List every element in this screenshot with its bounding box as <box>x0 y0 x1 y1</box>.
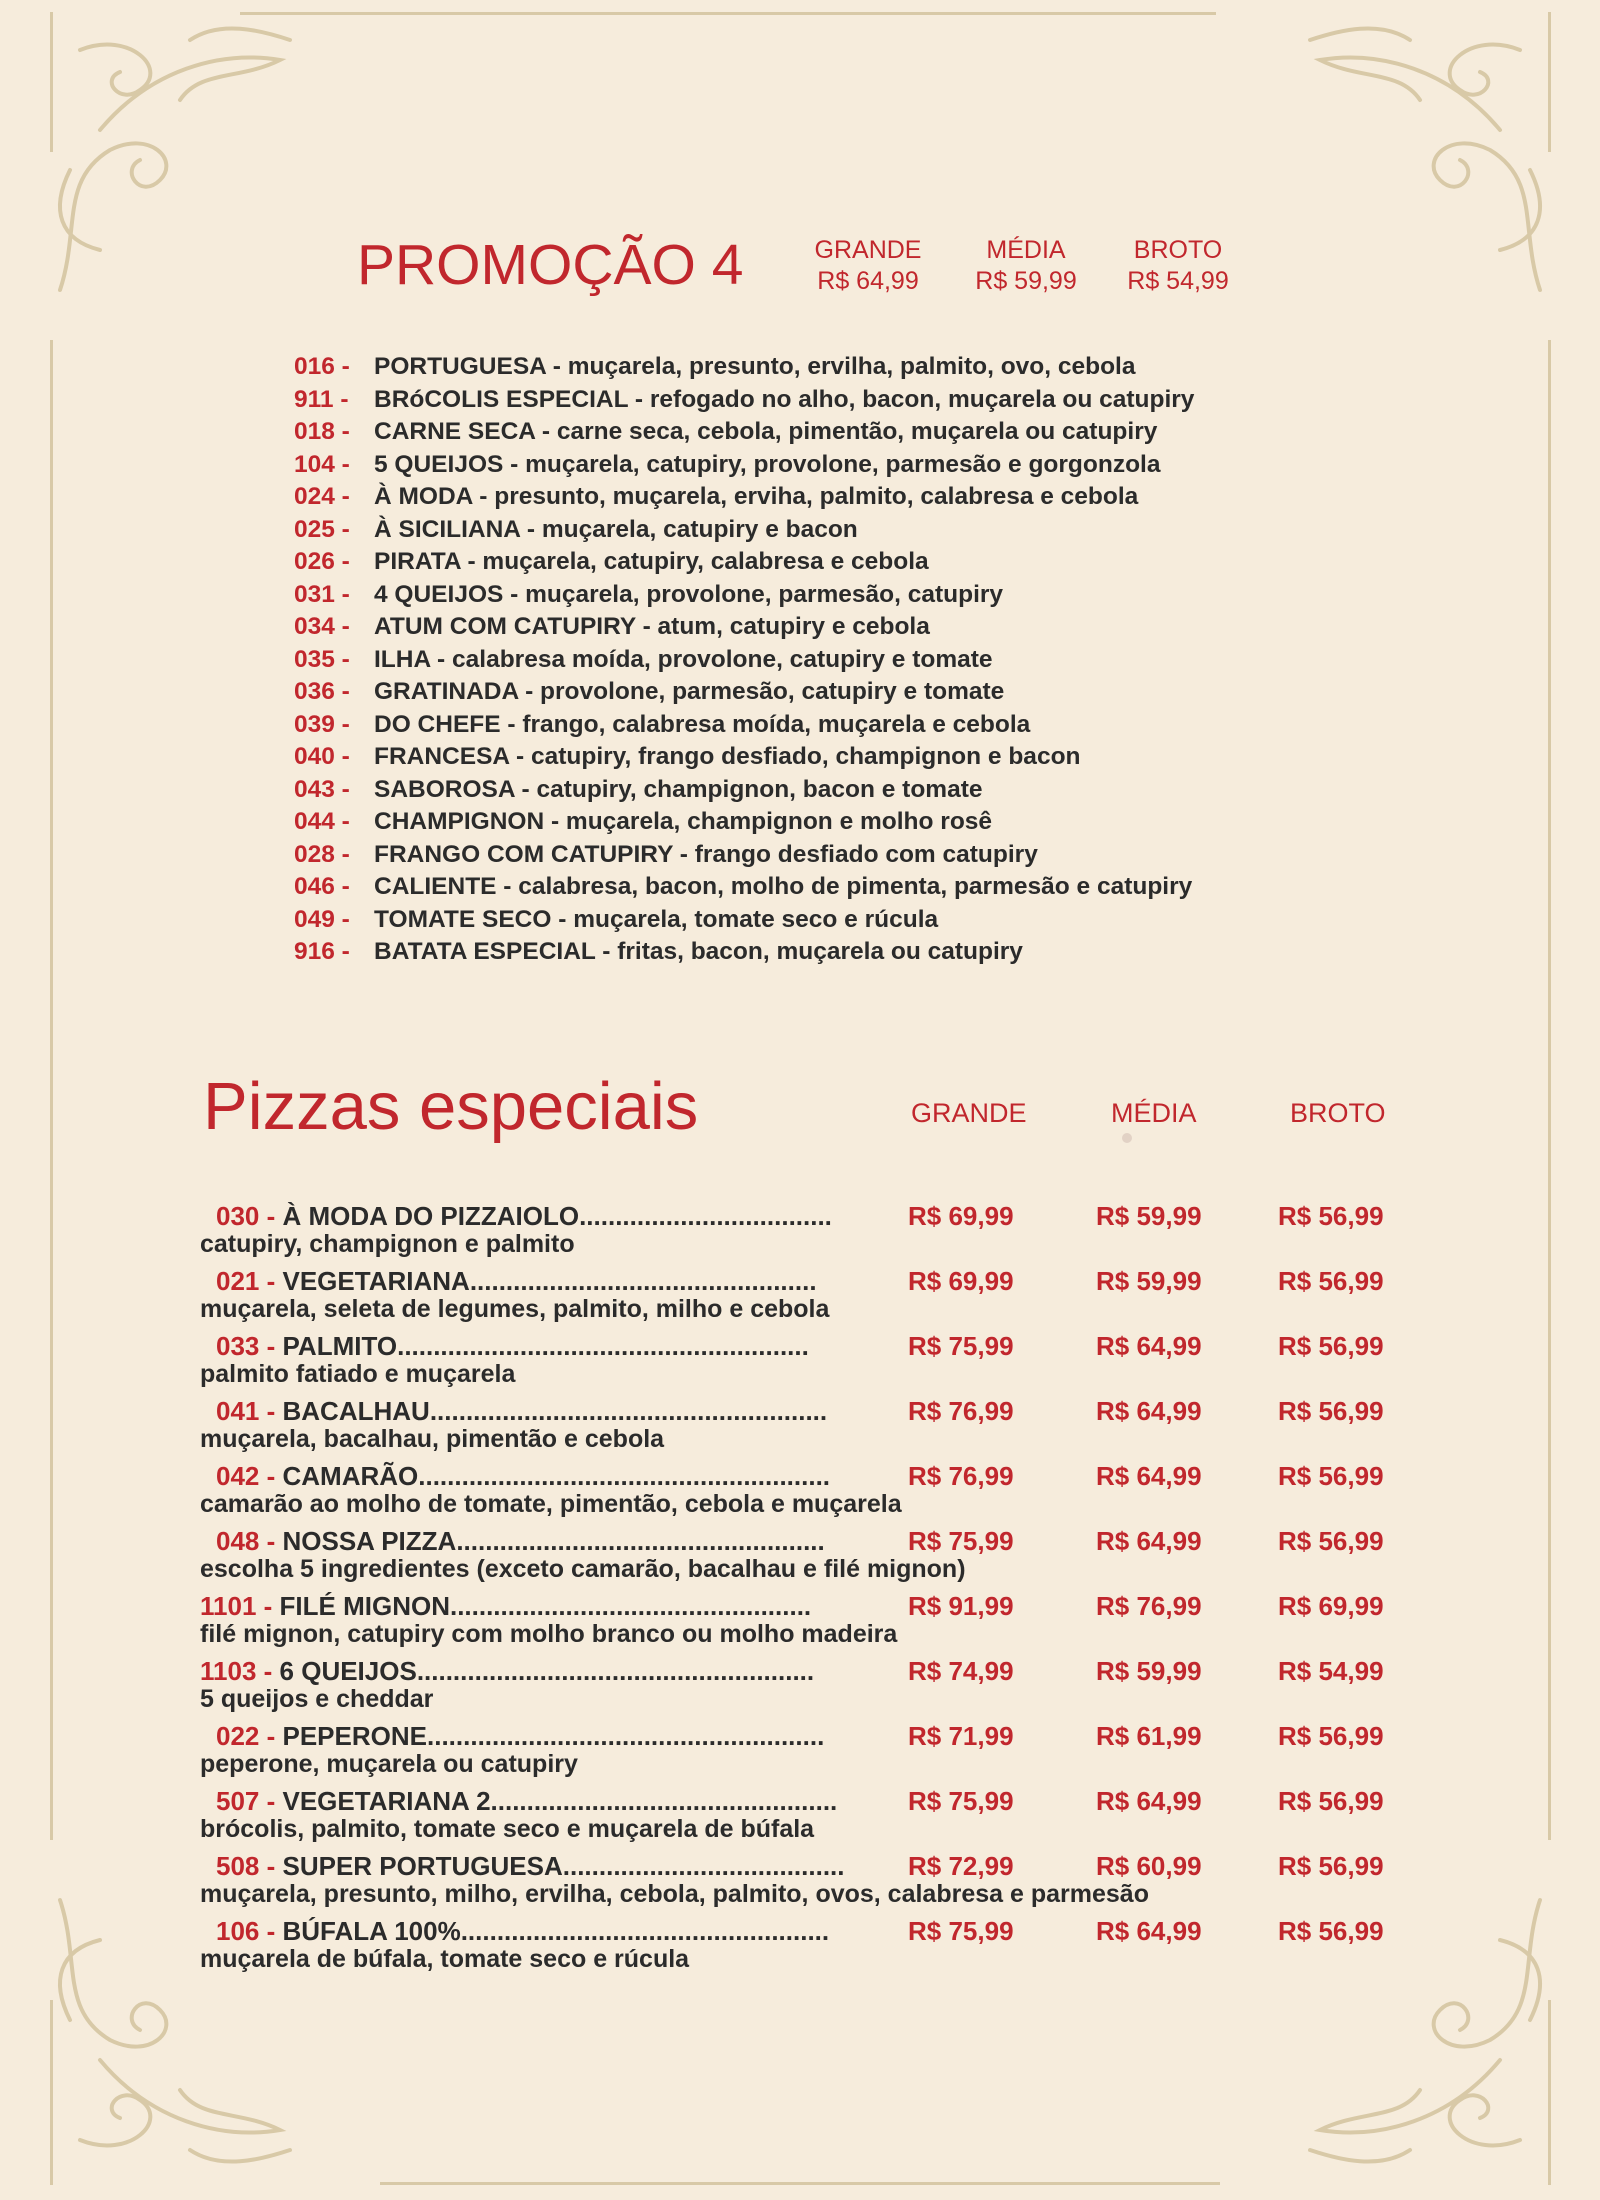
promo-item-name: CARNE SECA <box>374 418 536 445</box>
price-media: R$ 64,99 <box>1096 1396 1202 1426</box>
menu-item-code: 042 - <box>216 1461 276 1491</box>
price-media: R$ 60,99 <box>1096 1851 1202 1881</box>
price-broto: R$ 56,99 <box>1278 1916 1384 1946</box>
price-media: R$ 59,99 <box>1096 1201 1202 1231</box>
menu-item-title <box>216 1460 830 1492</box>
menu-item-name: 6 QUEIJOS <box>279 1656 417 1686</box>
menu-item-title <box>216 1720 824 1752</box>
promo-header <box>0 225 1600 305</box>
price-media: R$ 64,99 <box>1096 1331 1202 1361</box>
promo-item-code: 016 - <box>294 353 350 380</box>
menu-item <box>0 1525 1600 1590</box>
price-grande: R$ 75,99 <box>908 1786 1014 1816</box>
menu-item-code: 1103 - <box>200 1656 273 1686</box>
menu-item-dots: ....................................................... <box>429 1396 828 1426</box>
promo-item-desc: - fritas, bacon, muçarela ou catupiry <box>595 938 1023 965</box>
menu-item-code: 033 - <box>216 1331 276 1361</box>
promo-item <box>294 353 1194 386</box>
menu-item-desc: palmito fatiado e muçarela <box>200 1360 516 1388</box>
menu-item-title <box>216 1330 809 1362</box>
promo-item-name: 4 QUEIJOS <box>374 580 504 608</box>
promo-list <box>294 353 1194 971</box>
menu-item-desc: muçarela, bacalhau, pimentão e cebola <box>200 1425 665 1453</box>
price-grande: R$ 76,99 <box>908 1461 1014 1491</box>
menu-item <box>0 1655 1600 1720</box>
menu-item-desc: camarão ao molho de tomate, pimentão, cebola e muçarela <box>200 1490 902 1518</box>
price-media: R$ 59,99 <box>1096 1266 1202 1296</box>
menu-item-code: 048 - <box>216 1526 276 1556</box>
promo-item-name: PORTUGUESA <box>374 353 546 380</box>
promo-item-code: 035 - <box>294 645 350 673</box>
menu-item-name: BÚFALA 100% <box>282 1916 461 1946</box>
menu-item-code: 041 - <box>216 1396 276 1426</box>
promo-item-name: BATATA ESPECIAL <box>374 938 596 965</box>
menu-item-dots: ......................................................... <box>397 1331 809 1361</box>
decorative-dot <box>1122 1133 1132 1143</box>
promo-item <box>294 386 1194 419</box>
price-grande: R$ 91,99 <box>908 1591 1014 1621</box>
promo-item-desc: - muçarela, provolone, parmesão, catupiry <box>503 580 1004 608</box>
menu-item-desc: brócolis, palmito, tomate seco e muçarela de búfala <box>200 1815 815 1843</box>
promo-item-name: BRóCOLIS ESPECIAL <box>374 385 629 413</box>
price-broto: R$ 56,99 <box>1278 1461 1384 1491</box>
price-media: R$ 61,99 <box>1096 1721 1202 1751</box>
column-header-media: MÉDIA <box>1111 1098 1197 1128</box>
promo-size-price: R$ 59,99 <box>975 267 1077 295</box>
menu-item-code: 106 - <box>216 1916 276 1946</box>
menu-item-dots: ................................................ <box>469 1266 817 1296</box>
promo-item-code: 043 - <box>294 775 350 803</box>
menu-item-title <box>216 1785 837 1817</box>
menu-item-code: 1101 - <box>200 1591 273 1621</box>
promo-item <box>294 678 1194 711</box>
price-broto: R$ 54,99 <box>1278 1656 1384 1686</box>
promo-item-desc: - frango, calabresa moída, muçarela e cebola <box>500 710 1031 738</box>
promo-item-code: 104 - <box>294 450 350 478</box>
menu-item-code: 030 - <box>216 1201 276 1231</box>
price-grande: R$ 69,99 <box>908 1201 1014 1231</box>
promo-item-code: 031 - <box>294 580 350 608</box>
promo-item <box>294 841 1194 874</box>
promo-item-desc: - frango desfiado com catupiry <box>673 840 1038 868</box>
menu-item <box>0 1330 1600 1395</box>
menu-item-title <box>216 1525 825 1557</box>
promo-item <box>294 581 1194 614</box>
price-grande: R$ 75,99 <box>908 1916 1014 1946</box>
menu-item-name: NOSSA PIZZA <box>282 1526 457 1556</box>
menu-item-code: 022 - <box>216 1721 276 1751</box>
menu-item-code: 507 - <box>216 1786 276 1816</box>
menu-item-name: À MODA DO PIZZAIOLO <box>282 1201 580 1231</box>
promo-item-name: GRATINADA <box>374 678 519 705</box>
menu-item-dots: ................................... <box>579 1201 832 1231</box>
menu-item-name: BACALHAU <box>282 1396 430 1426</box>
menu-item-name: PEPERONE <box>282 1721 427 1751</box>
promo-item-name: SABOROSA <box>374 775 515 803</box>
price-media: R$ 64,99 <box>1096 1786 1202 1816</box>
promo-item-name: PIRATA <box>374 548 461 575</box>
menu-item-name: SUPER PORTUGUESA <box>282 1851 563 1881</box>
promo-size-media <box>956 235 1096 297</box>
promo-item-desc: - refogado no alho, bacon, muçarela ou catupiry <box>628 385 1195 413</box>
promo-title: PROMOÇÃO 4 <box>357 233 744 297</box>
promo-item-name: À MODA <box>374 483 473 510</box>
promo-item-code: 916 - <box>294 938 350 965</box>
promo-item-code: 046 - <box>294 873 350 900</box>
promo-item <box>294 808 1194 841</box>
promo-item-code: 034 - <box>294 613 350 640</box>
menu-item-name: FILÉ MIGNON <box>279 1591 450 1621</box>
menu-item <box>0 1915 1600 1980</box>
price-broto: R$ 56,99 <box>1278 1786 1384 1816</box>
price-grande: R$ 69,99 <box>908 1266 1014 1296</box>
price-grande: R$ 75,99 <box>908 1526 1014 1556</box>
menu-item <box>0 1590 1600 1655</box>
promo-item-name: ATUM COM CATUPIRY <box>374 613 636 640</box>
menu-item-desc: peperone, muçarela ou catupiry <box>200 1750 578 1778</box>
frame-bottom-line <box>380 2182 1220 2185</box>
promo-item-code: 911 - <box>294 385 349 413</box>
promo-size-label: BROTO <box>1133 236 1223 264</box>
promo-item-desc: - provolone, parmesão, catupiry e tomate <box>518 678 1005 705</box>
menu-item-desc: escolha 5 ingredientes (exceto camarão, bacalhau e filé mignon) <box>200 1555 966 1583</box>
menu-item <box>0 1395 1600 1460</box>
menu-item-dots: ................................................ <box>490 1786 838 1816</box>
column-header-broto: BROTO <box>1290 1098 1386 1128</box>
menu-item-dots: ................................................... <box>456 1526 825 1556</box>
promo-size-broto <box>1108 235 1248 297</box>
menu-item-desc: catupiry, champignon e palmito <box>200 1230 575 1258</box>
menu-item-title <box>200 1590 811 1622</box>
promo-item-name: ILHA <box>374 645 431 673</box>
promo-size-price: R$ 54,99 <box>1127 267 1229 295</box>
menu-item-name: CAMARÃO <box>282 1461 419 1491</box>
promo-item <box>294 646 1194 679</box>
menu-item <box>0 1265 1600 1330</box>
promo-item-name: DO CHEFE <box>374 710 501 738</box>
price-broto: R$ 56,99 <box>1278 1331 1384 1361</box>
menu-item-name: VEGETARIANA <box>282 1266 470 1296</box>
promo-item <box>294 776 1194 809</box>
price-media: R$ 64,99 <box>1096 1461 1202 1491</box>
promo-item <box>294 873 1194 906</box>
promo-item-name: À SICILIANA <box>374 515 521 543</box>
menu-item-code: 021 - <box>216 1266 276 1296</box>
menu-item-code: 508 - <box>216 1851 276 1881</box>
menu-item-name: PALMITO <box>282 1331 398 1361</box>
menu-item-dots: .................................................. <box>449 1591 812 1621</box>
price-broto: R$ 56,99 <box>1278 1396 1384 1426</box>
promo-item-desc: - muçarela, champignon e molho rosê <box>544 808 993 835</box>
promo-item <box>294 516 1194 549</box>
price-broto: R$ 56,99 <box>1278 1526 1384 1556</box>
promo-item-code: 025 - <box>294 515 350 543</box>
promo-item <box>294 418 1194 451</box>
menu-item-name: VEGETARIANA 2 <box>282 1786 491 1816</box>
promo-item-name: CALIENTE <box>374 873 497 900</box>
menu-item-dots: ......................................................... <box>418 1461 831 1491</box>
promo-size-label: GRANDE <box>814 236 922 264</box>
menu-item <box>0 1460 1600 1525</box>
menu-item-title <box>216 1200 832 1232</box>
promo-item-desc: - muçarela, catupiry, calabresa e cebola <box>460 548 929 575</box>
menu-item-title <box>200 1655 814 1687</box>
price-grande: R$ 75,99 <box>908 1331 1014 1361</box>
promo-item-name: 5 QUEIJOS <box>374 450 504 478</box>
promo-size-grande <box>798 235 938 297</box>
promo-item <box>294 483 1194 516</box>
promo-item-desc: - muçarela, presunto, ervilha, palmito, ovo, cebola <box>545 353 1136 380</box>
promo-item <box>294 906 1194 939</box>
price-broto: R$ 56,99 <box>1278 1851 1384 1881</box>
promo-item-code: 024 - <box>294 483 350 510</box>
promo-item-code: 049 - <box>294 905 350 933</box>
menu-item-dots: ....................................... <box>562 1851 845 1881</box>
menu-item-desc: muçarela, presunto, milho, ervilha, cebola, palmito, ovos, calabresa e parmesão <box>200 1880 1149 1908</box>
promo-item-desc: - muçarela, catupiry, provolone, parmesão e gorgonzola <box>503 450 1161 478</box>
menu-item-desc: muçarela, seleta de legumes, palmito, milho e cebola <box>200 1295 830 1323</box>
price-broto: R$ 69,99 <box>1278 1591 1384 1621</box>
promo-item <box>294 743 1194 776</box>
menu-item-desc: muçarela de búfala, tomate seco e rúcula <box>200 1945 690 1973</box>
menu-item <box>0 1720 1600 1785</box>
promo-item-code: 044 - <box>294 808 350 835</box>
menu-item <box>0 1785 1600 1850</box>
promo-size-label: MÉDIA <box>986 236 1066 264</box>
menu-item-title <box>216 1395 827 1427</box>
promo-item <box>294 548 1194 581</box>
menu-item-desc: 5 queijos e cheddar <box>200 1685 434 1713</box>
especiais-title: Pizzas especiais <box>203 1069 699 1144</box>
promo-item-code: 036 - <box>294 678 350 705</box>
promo-item-desc: - muçarela, tomate seco e rúcula <box>551 905 939 933</box>
menu-item-desc: filé mignon, catupiry com molho branco ou molho madeira <box>200 1620 898 1648</box>
price-grande: R$ 76,99 <box>908 1396 1014 1426</box>
price-broto: R$ 56,99 <box>1278 1266 1384 1296</box>
promo-item-code: 039 - <box>294 710 350 738</box>
menu-item <box>0 1850 1600 1915</box>
promo-item-desc: - presunto, muçarela, erviha, palmito, calabresa e cebola <box>472 483 1139 510</box>
column-header-grande: GRANDE <box>911 1098 1027 1128</box>
promo-item-name: FRANCESA <box>374 743 510 770</box>
promo-item-name: TOMATE SECO <box>374 905 552 933</box>
menu-item <box>0 1200 1600 1265</box>
menu-item-dots: ....................................................... <box>416 1656 815 1686</box>
price-broto: R$ 56,99 <box>1278 1721 1384 1751</box>
promo-item-name: CHAMPIGNON <box>374 808 545 835</box>
price-grande: R$ 74,99 <box>908 1656 1014 1686</box>
menu-item-dots: ................................................... <box>460 1916 830 1946</box>
promo-item-code: 028 - <box>294 840 350 868</box>
price-media: R$ 64,99 <box>1096 1526 1202 1556</box>
promo-item-desc: - catupiry, champignon, bacon e tomate <box>514 775 983 803</box>
promo-item-code: 026 - <box>294 548 350 575</box>
menu-item-title <box>216 1265 817 1297</box>
promo-item-desc: - muçarela, catupiry e bacon <box>520 515 858 543</box>
promo-item-desc: - calabresa moída, provolone, catupiry e tomate <box>430 645 993 673</box>
price-media: R$ 76,99 <box>1096 1591 1202 1621</box>
promo-item-code: 040 - <box>294 743 350 770</box>
promo-item-desc: - catupiry, frango desfiado, champignon e bacon <box>509 743 1081 770</box>
promo-item-desc: - calabresa, bacon, molho de pimenta, parmesão e catupiry <box>496 873 1193 900</box>
price-grande: R$ 71,99 <box>908 1721 1014 1751</box>
promo-item-desc: - carne seca, cebola, pimentão, muçarela ou catupiry <box>535 418 1158 445</box>
price-grande: R$ 72,99 <box>908 1851 1014 1881</box>
promo-size-price: R$ 64,99 <box>817 267 919 295</box>
menu-item-title <box>216 1915 829 1947</box>
promo-item <box>294 711 1194 744</box>
menu-item-title <box>216 1850 845 1882</box>
promo-item-desc: - atum, catupiry e cebola <box>635 613 930 640</box>
menu-item-dots: ....................................................... <box>427 1721 825 1751</box>
especiais-list <box>0 1200 1600 1980</box>
price-media: R$ 59,99 <box>1096 1656 1202 1686</box>
promo-item-code: 018 - <box>294 418 350 445</box>
frame-top-line <box>240 12 1216 15</box>
price-broto: R$ 56,99 <box>1278 1201 1384 1231</box>
promo-item <box>294 613 1194 646</box>
promo-item-name: FRANGO COM CATUPIRY <box>374 840 673 868</box>
promo-item <box>294 451 1194 484</box>
price-media: R$ 64,99 <box>1096 1916 1202 1946</box>
promo-item <box>294 938 1194 971</box>
